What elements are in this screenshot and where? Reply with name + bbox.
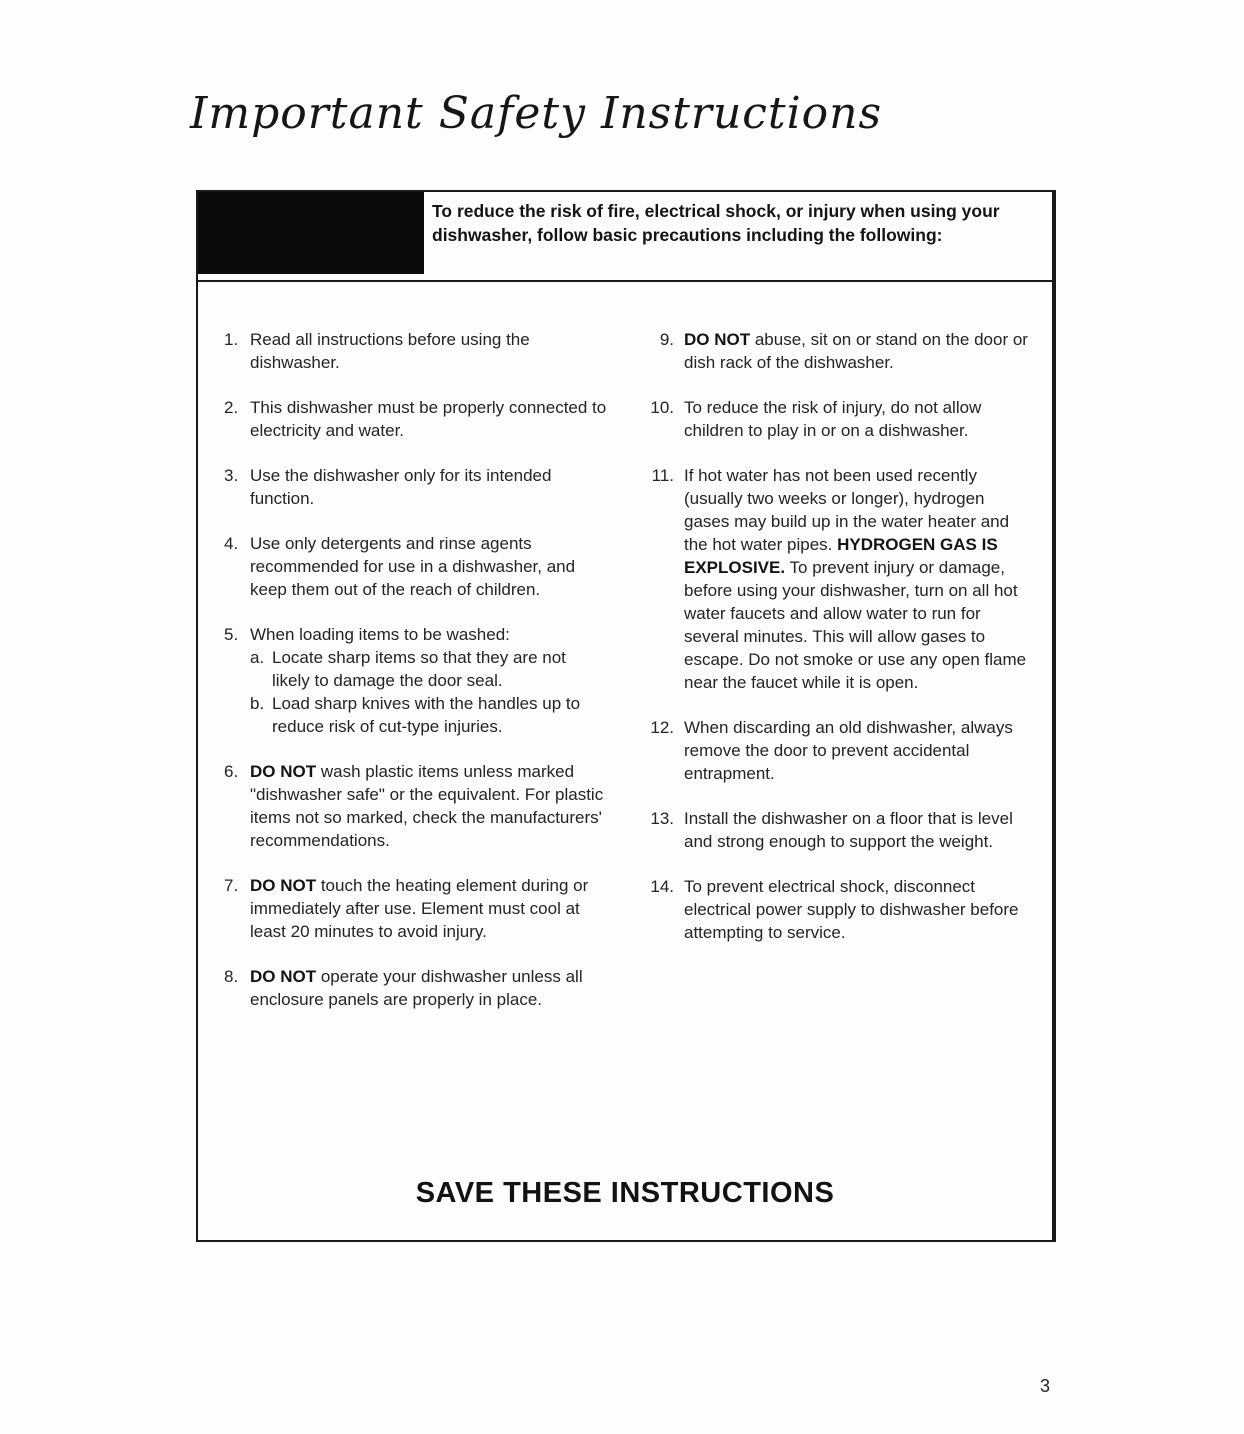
- item-number: 12.: [650, 718, 674, 737]
- item-text: [250, 965, 608, 1011]
- item-number: 11.: [651, 466, 674, 485]
- item-number: 8.: [224, 967, 239, 986]
- item-number: 9.: [659, 330, 674, 349]
- item-text: [684, 396, 1034, 442]
- sub-item-letter: a.: [250, 648, 265, 667]
- warning-header-text: To reduce the risk of fire, electrical shock, or injury when using your dishwasher, follow basic precautions including the following:: [432, 201, 1000, 245]
- instruction-item: [224, 532, 608, 601]
- item-number: 2.: [224, 398, 239, 417]
- item-text-bold: DO NOT: [250, 876, 317, 895]
- item-text-bold: HYDROGEN GAS IS EXPLOSIVE.: [684, 535, 998, 577]
- item-text: [250, 623, 608, 738]
- item-text-segment: This dishwasher must be properly connected to electricity and water.: [250, 398, 607, 440]
- item-number: 10.: [650, 398, 674, 417]
- instructions-left-column: [224, 328, 608, 1033]
- item-text-bold: DO NOT: [250, 967, 317, 986]
- item-number: 3.: [224, 466, 239, 485]
- item-text: [250, 760, 608, 852]
- item-text-segment: Read all instructions before using the dishwasher.: [250, 330, 530, 372]
- item-text-segment: touch the heating element during or immediately after use. Element must cool at least 20 minutes to avoid injury.: [250, 876, 589, 941]
- warning-header: [198, 192, 1052, 282]
- instruction-item: [648, 807, 1034, 853]
- instruction-item: [224, 396, 608, 442]
- instruction-item: [224, 965, 608, 1011]
- instruction-item: [648, 396, 1034, 442]
- item-text-segment: Use only detergents and rinse agents recommended for use in a dishwasher, and keep them out of the reach of children.: [250, 534, 576, 599]
- sub-item-text: Locate sharp items so that they are not likely to damage the door seal.: [272, 648, 566, 690]
- item-text-segment: Install the dishwasher on a floor that is level and strong enough to support the weight.: [684, 809, 1013, 851]
- item-number: 14.: [650, 877, 674, 896]
- item-number: 1.: [224, 330, 239, 349]
- item-text-segment: To prevent injury or damage, before using your dishwasher, turn on all hot water faucets and allow water to run for several minutes. This will allow gases to escape. Do not smoke or use any open flame near the faucet while it is open.: [684, 558, 1027, 692]
- item-text-bold: DO NOT: [684, 330, 751, 349]
- item-text: [250, 328, 608, 374]
- instruction-columns: [198, 282, 1052, 1033]
- item-text-segment: When discarding an old dishwasher, always remove the door to prevent accidental entrapment.: [684, 718, 1013, 783]
- item-number: 5.: [224, 625, 239, 644]
- instruction-sub-item: [250, 646, 608, 692]
- item-text-segment: If hot water has not been used recently (usually two weeks or longer), hydrogen gases may build up in the water heater and the hot water pipes.: [684, 466, 1010, 554]
- instruction-item: [648, 464, 1034, 694]
- item-text-segment: To prevent electrical shock, disconnect electrical power supply to dishwasher before attempting to service.: [684, 877, 1019, 942]
- safety-instructions-box: [196, 190, 1056, 1242]
- item-number: 7.: [224, 876, 239, 895]
- item-text: [250, 532, 608, 601]
- instructions-right-column: [648, 328, 1034, 1033]
- instruction-item: [224, 623, 608, 738]
- instruction-item: [224, 874, 608, 943]
- item-text: [250, 874, 608, 943]
- item-text: [684, 464, 1034, 694]
- item-text: [684, 716, 1034, 785]
- item-text: [684, 328, 1034, 374]
- instruction-sub-item: [250, 692, 608, 738]
- instruction-item: [224, 464, 608, 510]
- sub-item-letter: b.: [250, 694, 265, 713]
- instruction-item: [224, 328, 608, 374]
- item-number: 6.: [224, 762, 239, 781]
- instruction-item: [648, 328, 1034, 374]
- instruction-item: [648, 716, 1034, 785]
- item-text-segment: Use the dishwasher only for its intended function.: [250, 466, 552, 508]
- item-text-segment: operate your dishwasher unless all enclosure panels are properly in place.: [250, 967, 583, 1009]
- item-text-segment: When loading items to be washed:: [250, 625, 510, 644]
- sub-item-text: Load sharp knives with the handles up to reduce risk of cut-type injuries.: [272, 694, 581, 736]
- item-text: [684, 875, 1034, 944]
- instruction-item: [224, 760, 608, 852]
- item-text-segment: abuse, sit on or stand on the door or dish rack of the dishwasher.: [684, 330, 1028, 372]
- item-text: [250, 396, 608, 442]
- item-text-bold: DO NOT: [250, 762, 317, 781]
- warning-black-block: [198, 192, 424, 274]
- instruction-item: [648, 875, 1034, 944]
- item-text: [250, 464, 608, 510]
- item-text-segment: To reduce the risk of injury, do not allow children to play in or on a dishwasher.: [684, 398, 982, 440]
- item-text-segment: wash plastic items unless marked "dishwasher safe" or the equivalent. For plastic items not so marked, check the manufacturers' recommendations.: [250, 762, 604, 850]
- page-number: 3: [1040, 1376, 1051, 1396]
- item-number: 4.: [224, 534, 239, 553]
- item-text: [684, 807, 1034, 853]
- item-number: 13.: [650, 809, 674, 828]
- page-title: Important Safety Instructions: [190, 88, 883, 139]
- save-instructions-heading: SAVE THESE INSTRUCTIONS: [415, 1177, 835, 1209]
